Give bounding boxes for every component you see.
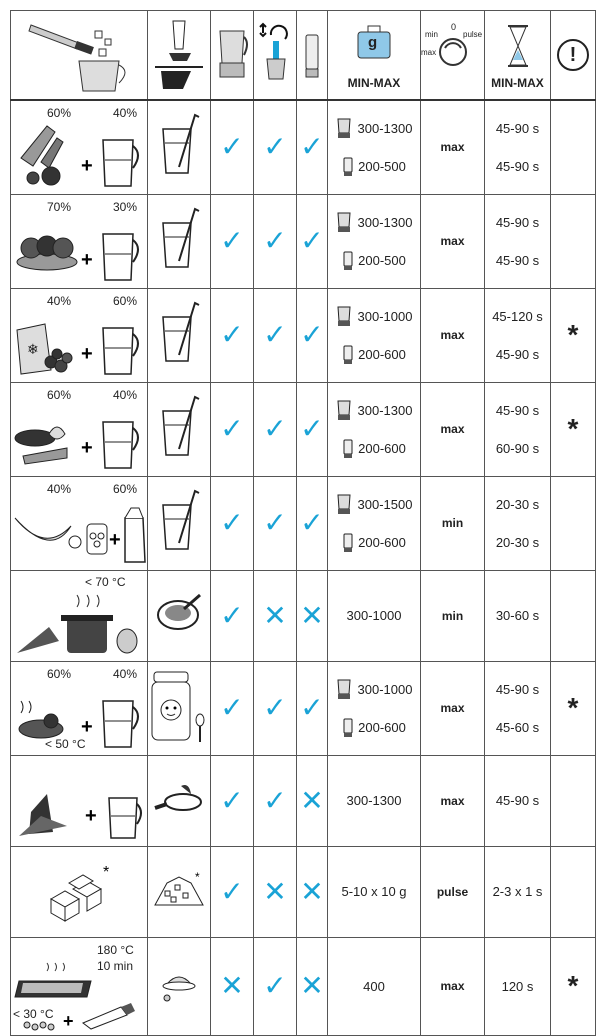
output-cell	[148, 382, 211, 476]
ingredient-illustration	[11, 478, 148, 568]
quantity-value: 5-10 x 10 g	[341, 884, 407, 899]
time-cell	[485, 597, 550, 635]
output-cell	[148, 476, 211, 570]
time-value: 45-120 s	[492, 308, 543, 324]
bottle-compat-cell	[297, 382, 328, 476]
note-cell	[551, 937, 596, 1035]
quantity-column-cell	[328, 755, 421, 846]
quantity-cell	[328, 670, 420, 746]
svg-text:+: +	[85, 804, 97, 827]
jug-compat-cell	[211, 661, 254, 755]
speed-value: max	[440, 701, 465, 715]
lid-check-icon: ✓	[263, 970, 287, 1001]
time-column-cell	[485, 100, 551, 194]
jug-check-icon: ✓	[220, 784, 244, 816]
lid-compat-cell	[254, 100, 297, 194]
speed-value: max	[440, 328, 465, 342]
jug-mini-icon	[336, 117, 354, 139]
bottle-compat-cell	[297, 100, 328, 194]
note-asterisk: *	[567, 319, 579, 350]
glass-straw-icon	[157, 113, 201, 177]
speed-value: min	[441, 608, 464, 623]
ingredient-drawing	[11, 847, 148, 937]
bottle-check-icon: ✓	[300, 131, 324, 163]
header-jug	[211, 11, 254, 101]
lid-compat-cell	[254, 846, 297, 937]
quantity-value: 300-1300	[357, 402, 413, 418]
glass-straw-icon	[157, 395, 201, 459]
note-cell	[551, 288, 596, 382]
oven-temperature: 180 °C	[97, 943, 134, 957]
bottle-cross-icon: ✕	[300, 784, 324, 816]
ingredient-cell	[11, 661, 148, 755]
time-column-cell	[485, 755, 551, 846]
bottle-cross-icon: ✕	[300, 875, 324, 907]
recipe-row	[11, 937, 596, 1035]
jug-check-icon: ✓	[220, 413, 244, 444]
svg-text:+: +	[81, 343, 93, 365]
time-column-cell	[485, 476, 551, 570]
bottle-mini-icon	[342, 531, 354, 553]
recipe-row	[11, 570, 596, 661]
jug-compat-cell	[211, 194, 254, 288]
time-value: 45-90 s	[495, 402, 540, 418]
jug-check-icon: ✓	[220, 319, 244, 350]
quantity-cell	[328, 597, 420, 635]
speed-value: max	[440, 793, 465, 808]
jug-compat-cell	[211, 288, 254, 382]
jug-compat-cell	[211, 100, 254, 194]
jug-compat-cell	[211, 476, 254, 570]
note-cell	[551, 570, 596, 661]
recipe-row	[11, 846, 596, 937]
time-value: 45-90 s	[495, 681, 540, 697]
speed-value: pulse	[436, 884, 469, 899]
time-column-cell	[485, 661, 551, 755]
note-cell	[551, 846, 596, 937]
output-cell	[148, 755, 211, 846]
bottle-compat-cell	[297, 194, 328, 288]
header-speed	[421, 11, 485, 101]
ingredient-percent-b: 40%	[113, 667, 138, 681]
ingredient-illustration	[11, 102, 148, 192]
speed-cell	[421, 288, 485, 382]
svg-text:+: +	[109, 529, 121, 551]
jug-mini-icon	[336, 493, 354, 515]
time-value: 20-30 s	[495, 496, 540, 512]
quantity-cell	[328, 391, 420, 467]
recipe-row	[11, 382, 596, 476]
time-value: 45-90 s	[495, 252, 540, 268]
note-cell	[551, 194, 596, 288]
quantity-column-cell	[328, 661, 421, 755]
svg-text:+: +	[63, 1011, 74, 1031]
bottle-mini-icon	[342, 249, 354, 271]
ingredient-percent-a: 60%	[47, 388, 72, 402]
time-cell	[485, 782, 550, 820]
lid-compat-cell	[254, 476, 297, 570]
svg-text:+: +	[81, 716, 93, 738]
bottle-cross-icon: ✕	[300, 970, 324, 1001]
ingredient-percent-b: 40%	[113, 388, 138, 402]
quantity-value: 200-600	[358, 346, 406, 362]
quantity-value: 300-1300	[346, 793, 402, 808]
speed-value: min	[441, 516, 464, 530]
time-column-cell	[485, 194, 551, 288]
note-cell	[551, 476, 596, 570]
ingredient-cell	[11, 937, 148, 1035]
speed-value: max	[440, 140, 465, 155]
note-asterisk: *	[567, 413, 579, 444]
bottle-mini-icon	[342, 155, 354, 177]
ingredient-illustration	[11, 384, 148, 474]
soup-bowl-icon	[154, 591, 204, 635]
baby-jar-icon	[150, 666, 208, 746]
note-cell	[551, 661, 596, 755]
time-cell	[485, 391, 550, 467]
recipe-table	[10, 10, 596, 1036]
time-value: 45-90 s	[495, 158, 540, 174]
speed-max-label: max	[421, 48, 437, 57]
bottle-cross-icon: ✕	[300, 599, 324, 631]
glass-straw-icon	[157, 489, 201, 553]
header-serving	[148, 11, 211, 101]
ingredient-percent-b: 30%	[113, 200, 138, 214]
lid-check-icon: ✓	[263, 692, 287, 723]
quantity-column-cell	[328, 288, 421, 382]
speed-cell	[421, 100, 485, 194]
pan-icon	[151, 780, 207, 816]
quantity-value: 200-500	[358, 158, 406, 174]
bottle-mini-icon	[342, 437, 354, 459]
ingredient-illustration	[11, 847, 148, 937]
time-column-cell	[485, 937, 551, 1035]
ingredient-percent-a: 70%	[47, 200, 72, 214]
svg-text:+: +	[81, 249, 93, 271]
recipe-row	[11, 288, 596, 382]
ingredient-illustration	[11, 290, 148, 380]
lid-check-icon: ✓	[263, 784, 287, 816]
header-notes	[551, 11, 596, 101]
ingredient-percent-a: 40%	[47, 294, 72, 308]
speed-cell	[421, 476, 485, 570]
ingredient-drawing	[11, 196, 148, 286]
time-value: 45-90 s	[495, 120, 540, 136]
lid-check-icon: ✓	[263, 413, 287, 444]
output-cell	[148, 937, 211, 1035]
speed-cell	[421, 570, 485, 661]
time-value: 45-90 s	[495, 346, 540, 362]
recipe-row	[11, 476, 596, 570]
info-icon-mark: !	[569, 44, 577, 66]
bottle-compat-cell	[297, 570, 328, 661]
bottle-compat-cell	[297, 755, 328, 846]
quantity-value: 300-1000	[357, 308, 413, 324]
header-quantity	[328, 11, 421, 101]
quantity-column-cell	[328, 846, 421, 937]
ingredient-percent-b: 60%	[113, 294, 138, 308]
speed-cell	[421, 661, 485, 755]
speed-cell	[421, 194, 485, 288]
lid-check-icon: ✓	[263, 131, 287, 163]
ingredient-drawing	[11, 384, 148, 474]
lid-attach-icon	[257, 21, 293, 85]
bottle-compat-cell	[297, 846, 328, 937]
bottle-mini-icon	[342, 716, 354, 738]
time-cell	[485, 203, 550, 279]
time-column-cell	[485, 382, 551, 476]
quantity-cell	[328, 967, 420, 1005]
bottle-compat-cell	[297, 661, 328, 755]
quantity-column-cell	[328, 476, 421, 570]
time-cell	[485, 109, 550, 185]
speed-value: max	[440, 422, 465, 436]
serving-hand-icon	[151, 13, 207, 93]
ice-pile-icon	[151, 869, 207, 909]
bottle-compat-cell	[297, 937, 328, 1035]
quantity-column-cell	[328, 937, 421, 1035]
jug-check-icon: ✓	[220, 692, 244, 723]
ingredient-illustration	[11, 571, 148, 661]
bottle-check-icon: ✓	[300, 413, 324, 444]
jug-check-icon: ✓	[220, 131, 244, 163]
bottle-blender-icon	[301, 25, 323, 81]
jug-mini-icon	[336, 211, 354, 233]
quantity-value: 300-1300	[357, 120, 413, 136]
jug-check-icon: ✓	[220, 507, 244, 538]
quantity-cell	[328, 782, 420, 820]
quantity-cell	[328, 485, 420, 561]
ingredients-blender-icon	[19, 13, 139, 93]
bottle-check-icon: ✓	[300, 225, 324, 256]
time-value: 120 s	[501, 978, 534, 994]
time-cell	[485, 485, 550, 561]
lid-check-icon: ✓	[263, 507, 287, 538]
jug-check-icon: ✓	[220, 599, 244, 631]
quantity-value: 200-600	[358, 719, 406, 735]
info-icon	[557, 39, 589, 71]
quantity-cell	[328, 203, 420, 279]
ingredient-illustration	[11, 196, 148, 286]
ingredient-drawing	[11, 571, 148, 661]
time-min-max-label: MIN-MAX	[491, 76, 544, 90]
ingredient-drawing	[11, 756, 148, 846]
ingredient-drawing	[11, 663, 148, 753]
note-asterisk: *	[567, 970, 579, 1001]
output-cell	[148, 661, 211, 755]
header-ingredients	[11, 11, 148, 101]
ingredient-cell	[11, 570, 148, 661]
ingredient-percent-a: 60%	[47, 667, 72, 681]
quantity-cell	[328, 297, 420, 373]
jug-check-icon: ✓	[220, 875, 244, 907]
speed-value: max	[440, 234, 465, 248]
quantity-value: 400	[363, 978, 385, 994]
speed-zero-label: 0	[451, 22, 457, 32]
lid-check-icon: ✓	[263, 319, 287, 350]
svg-text:+: +	[81, 437, 93, 459]
ingredient-drawing	[11, 478, 148, 568]
lid-check-icon: ✓	[263, 225, 287, 256]
output-cell	[148, 194, 211, 288]
quantity-value: 200-500	[358, 252, 406, 268]
note-cell	[551, 755, 596, 846]
temperature-limit: < 30 °C	[13, 1007, 54, 1021]
time-cell	[485, 297, 550, 373]
bottle-mini-icon	[342, 343, 354, 365]
time-column-cell	[485, 288, 551, 382]
note-cell	[551, 100, 596, 194]
quantity-column-cell	[328, 570, 421, 661]
glass-straw-icon	[157, 301, 201, 365]
output-cell	[148, 570, 211, 661]
svg-text:*: *	[103, 863, 110, 881]
jug-compat-cell	[211, 937, 254, 1035]
ingredient-illustration	[11, 941, 148, 1031]
lid-compat-cell	[254, 570, 297, 661]
time-cell	[485, 670, 550, 746]
output-cell	[148, 100, 211, 194]
ingredient-percent-b: 60%	[113, 482, 138, 496]
ingredient-cell	[11, 288, 148, 382]
lid-cross-icon: ✕	[263, 599, 287, 631]
lid-compat-cell	[254, 755, 297, 846]
jug-compat-cell	[211, 570, 254, 661]
jug-compat-cell	[211, 382, 254, 476]
ingredient-percent-a: 60%	[47, 106, 72, 121]
ingredient-illustration	[11, 756, 148, 846]
recipe-row	[11, 661, 596, 755]
ingredient-drawing	[11, 290, 148, 380]
lid-compat-cell	[254, 194, 297, 288]
note-asterisk: *	[567, 692, 579, 723]
time-value: 45-90 s	[495, 793, 540, 808]
lid-compat-cell	[254, 937, 297, 1035]
recipe-row	[11, 755, 596, 846]
time-value: 20-30 s	[495, 534, 540, 550]
time-value: 30-60 s	[495, 608, 540, 623]
quantity-value: 300-1000	[346, 608, 402, 623]
jug-cross-icon: ✕	[220, 970, 244, 1001]
quantity-cell	[328, 109, 420, 185]
jug-mini-icon	[336, 305, 354, 327]
glass-straw-icon	[157, 207, 201, 271]
speed-cell	[421, 846, 485, 937]
header-bottle	[297, 11, 328, 101]
time-column-cell	[485, 846, 551, 937]
speed-dial-icon	[435, 34, 471, 70]
time-column-cell	[485, 570, 551, 661]
jug-mini-icon	[336, 678, 354, 700]
quantity-column-cell	[328, 382, 421, 476]
time-cell	[485, 967, 550, 1005]
output-cell	[148, 846, 211, 937]
time-value: 60-90 s	[495, 440, 540, 456]
speed-min-label: min	[425, 30, 438, 39]
speed-cell	[421, 382, 485, 476]
quantity-cell	[328, 873, 420, 911]
ingredient-drawing	[11, 941, 148, 1031]
quantity-value: 200-600	[358, 440, 406, 456]
recipe-row	[11, 100, 596, 194]
svg-text:*: *	[195, 870, 200, 884]
lid-compat-cell	[254, 661, 297, 755]
lid-cross-icon: ✕	[263, 875, 287, 907]
ingredient-cell	[11, 846, 148, 937]
time-value: 2-3 x 1 s	[492, 884, 543, 899]
ingredient-cell	[11, 755, 148, 846]
time-value: 45-60 s	[495, 719, 540, 735]
ingredient-cell	[11, 194, 148, 288]
weight-letter: g	[368, 34, 378, 51]
quantity-column-cell	[328, 100, 421, 194]
svg-text:❄: ❄	[27, 341, 39, 357]
header-time	[485, 11, 551, 101]
temperature-limit: < 50 °C	[45, 737, 86, 751]
lid-compat-cell	[254, 288, 297, 382]
note-cell	[551, 382, 596, 476]
temperature-limit: < 70 °C	[85, 574, 126, 589]
speed-value: max	[440, 979, 465, 993]
dessert-icon	[159, 964, 199, 1004]
ingredient-cell	[11, 476, 148, 570]
ingredient-illustration	[11, 663, 148, 753]
quantity-column-cell	[328, 194, 421, 288]
bottle-check-icon: ✓	[300, 692, 324, 723]
quantity-value: 300-1300	[357, 214, 413, 230]
bottle-compat-cell	[297, 476, 328, 570]
quantity-value: 300-1000	[357, 681, 413, 697]
quantity-min-max-label: MIN-MAX	[347, 76, 401, 90]
output-cell	[148, 288, 211, 382]
recipe-row	[11, 194, 596, 288]
ingredient-cell	[11, 100, 148, 194]
jug-compat-cell	[211, 755, 254, 846]
hourglass-icon	[505, 24, 531, 68]
jug-compat-cell	[211, 846, 254, 937]
bottle-check-icon: ✓	[300, 507, 324, 538]
speed-pulse-label: pulse	[463, 30, 483, 39]
quantity-value: 300-1500	[357, 496, 413, 512]
speed-cell	[421, 755, 485, 846]
time-value: 45-90 s	[495, 214, 540, 230]
bottle-compat-cell	[297, 288, 328, 382]
header-lid	[254, 11, 297, 101]
time-cell	[485, 873, 550, 911]
speed-cell	[421, 937, 485, 1035]
bottle-check-icon: ✓	[300, 319, 324, 350]
ingredient-cell	[11, 382, 148, 476]
jug-blender-icon	[214, 25, 250, 81]
lid-compat-cell	[254, 382, 297, 476]
ingredient-percent-b: 40%	[113, 106, 138, 121]
ingredient-drawing	[11, 102, 148, 192]
oven-time: 10 min	[97, 959, 134, 973]
svg-text:+: +	[81, 155, 93, 178]
jug-mini-icon	[336, 399, 354, 421]
ingredient-percent-a: 40%	[47, 482, 72, 496]
jug-check-icon: ✓	[220, 225, 244, 256]
quantity-value: 200-600	[358, 534, 406, 550]
